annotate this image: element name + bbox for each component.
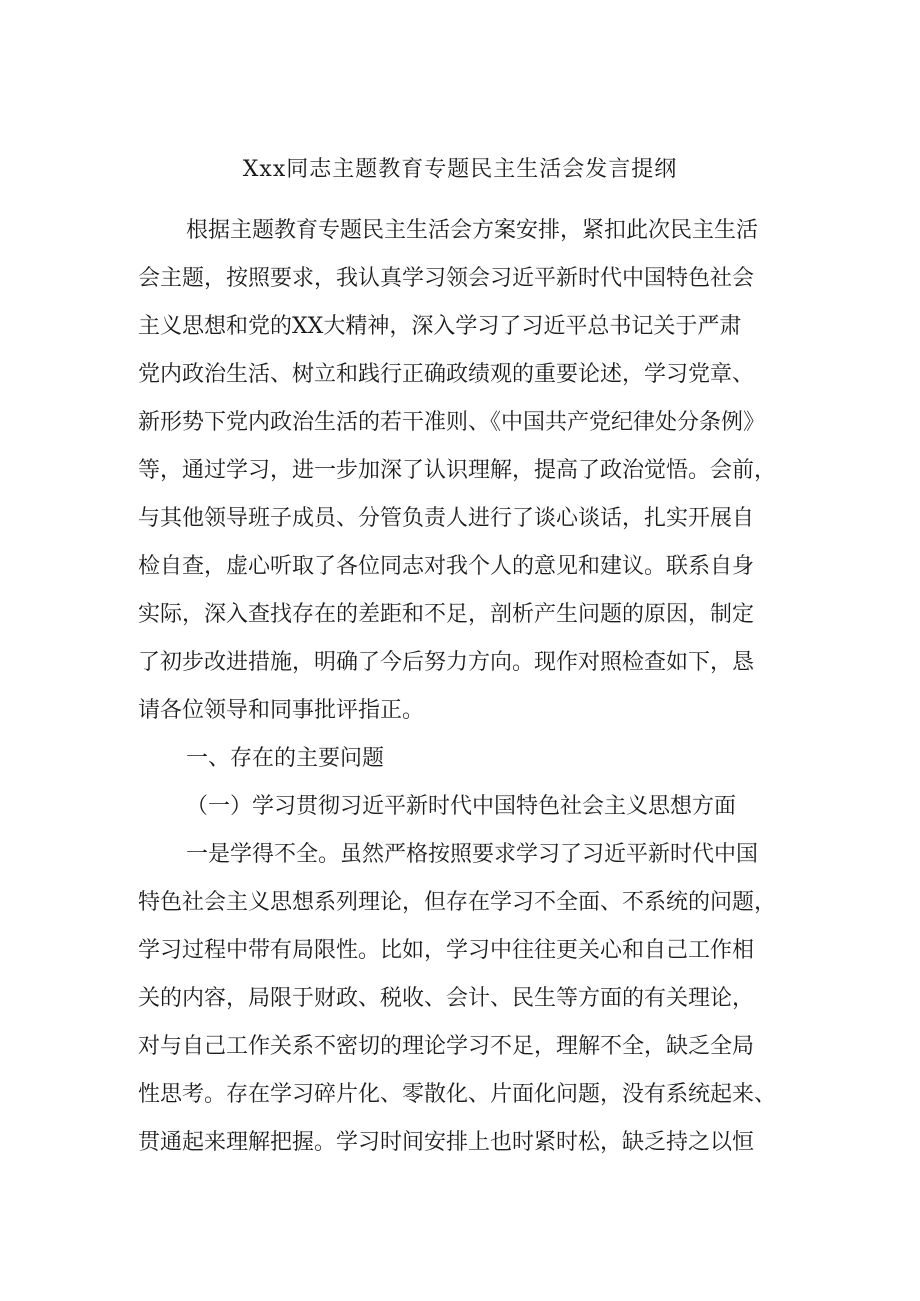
paragraph-line: 特色社会主义思想系列理论，但存在学习不全面、不系统的问题， <box>138 890 777 915</box>
paragraph-line: 会主题，按照要求，我认真学习领会习近平新时代中国特色社会 <box>138 266 755 291</box>
paragraph-line: 学习过程中带有局限性。比如，学习中往往更关心和自己工作相 <box>138 938 755 963</box>
paragraph-line: 党内政治生活、树立和践行正确政绩观的重要论述，学习党章、 <box>138 362 755 387</box>
paragraph-line: 与其他领导班子成员、分管负责人进行了谈心谈话，扎实开展自 <box>138 506 755 531</box>
paragraph-line: 等，通过学习，进一步加深了认识理解，提高了政治觉悟。会前， <box>138 458 777 483</box>
subsection-heading: （一）学习贯彻习近平新时代中国特色社会主义思想方面 <box>186 794 737 819</box>
section-heading: 一、存在的主要问题 <box>186 746 385 771</box>
paragraph-line: 关的内容，局限于财政、税收、会计、民生等方面的有关理论， <box>138 986 755 1011</box>
paragraph-line: 检自查，虚心听取了各位同志对我个人的意见和建议。联系自身 <box>138 554 755 579</box>
paragraph-line: 一是学得不全。虽然严格按照要求学习了习近平新时代中国 <box>186 842 759 867</box>
paragraph-line: 新形势下党内政治生活的若干准则、《中国共产党纪律处分条例》 <box>138 410 766 435</box>
paragraph-line: 请各位领导和同事批评指正。 <box>138 698 425 723</box>
paragraph-line: 贯通起来理解把握。学习时间安排上也时紧时松，缺乏持之以恒 <box>138 1130 755 1155</box>
paragraph-line: 对与自己工作关系不密切的理论学习不足，理解不全，缺乏全局 <box>138 1034 755 1059</box>
document-title: Xxx同志主题教育专题民主生活会发言提纲 <box>242 157 678 182</box>
paragraph-line: 实际，深入查找存在的差距和不足，剖析产生问题的原因，制定 <box>138 602 755 627</box>
paragraph-line: 了初步改进措施，明确了今后努力方向。现作对照检查如下，恳 <box>138 650 755 675</box>
paragraph-line: 主义思想和党的XX大精神，深入学习了习近平总书记关于严肃 <box>138 314 742 339</box>
paragraph-line: 根据主题教育专题民主生活会方案安排，紧扣此次民主生活 <box>186 218 759 243</box>
paragraph-line: 性思考。存在学习碎片化、零散化、片面化问题，没有系统起来、 <box>138 1082 777 1107</box>
